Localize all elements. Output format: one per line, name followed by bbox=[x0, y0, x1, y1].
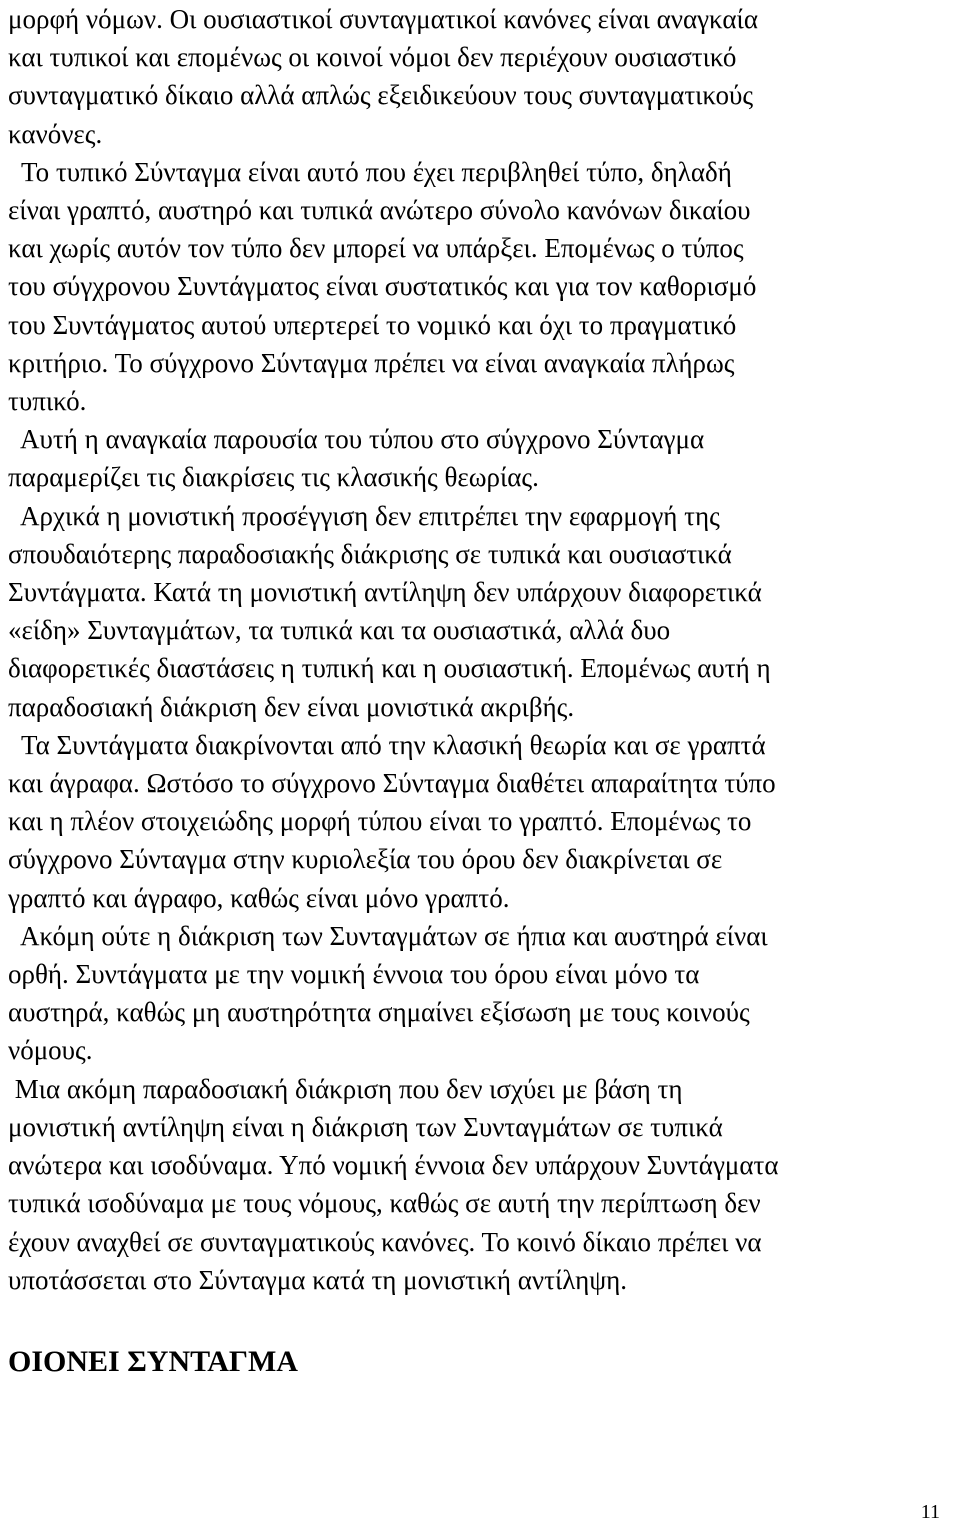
text-line: και χωρίς αυτόν τον τύπο δεν μπορεί να υπάρξει. Επομένως ο τύπος bbox=[8, 233, 744, 264]
text-line: Συντάγματα. Κατά τη μονιστική αντίληψη δεν υπάρχουν διαφορετικά bbox=[8, 577, 762, 608]
text-line: και άγραφα. Ωστόσο το σύγχρονο Σύνταγμα διαθέτει απαραίτητα τύπο bbox=[8, 768, 776, 799]
text-line: κανόνες. bbox=[8, 118, 103, 149]
text-line: ανώτερα και ισοδύναμα. Υπό νομική έννοια δεν υπάρχουν Συντάγματα bbox=[8, 1150, 779, 1181]
text-line: ορθή. Συντάγματα με την νομική έννοια του όρου είναι μόνο τα bbox=[8, 959, 700, 990]
section-heading: ΟΙΟΝΕΙ ΣΥΝΤΑΓΜΑ bbox=[8, 1345, 298, 1378]
text-line: κριτήριο. Το σύγχρονο Σύνταγμα πρέπει να είναι αναγκαία πλήρως bbox=[8, 347, 735, 378]
text-line: διαφορετικές διαστάσεις η τυπική και η ουσιαστική. Επομένως αυτή η bbox=[8, 653, 771, 684]
document-page bbox=[8, 0, 952, 1299]
text-line: έχουν αναχθεί σε συνταγματικούς κανόνες. Το κοινό δίκαιο πρέπει να bbox=[8, 1226, 762, 1257]
text-line: σύγχρονο Σύνταγμα στην κυριολεξία του όρου δεν διακρίνεται σε bbox=[8, 844, 723, 875]
text-line: είναι γραπτό, αυστηρό και τυπικά ανώτερο σύνολο κανόνων δικαίου bbox=[8, 195, 751, 226]
text-line: μονιστική αντίληψη είναι η διάκριση των Συνταγμάτων σε τυπικά bbox=[8, 1111, 723, 1142]
text-line: Το τυπικό Σύνταγμα είναι αυτό που έχει περιβληθεί τύπο, δηλαδή bbox=[8, 156, 732, 187]
text-line: του σύγχρονου Συντάγματος είναι συστατικός και για τον καθορισμό bbox=[8, 271, 757, 302]
body-text bbox=[8, 0, 952, 1299]
text-line: σπουδαιότερης παραδοσιακής διάκρισης σε τυπικά και ουσιαστικά bbox=[8, 538, 732, 569]
text-line: Αυτή η αναγκαία παρουσία του τύπου στο σύγχρονο Σύνταγμα bbox=[8, 424, 705, 455]
text-line: Ακόμη ούτε η διάκριση των Συνταγμάτων σε ήπια και αυστηρά είναι bbox=[8, 920, 768, 951]
text-line: Αρχικά η μονιστική προσέγγιση δεν επιτρέπει την εφαρμογή της bbox=[8, 500, 720, 531]
text-line: παραδοσιακή διάκριση δεν είναι μονιστικά ακριβής. bbox=[8, 691, 575, 722]
text-line: Μια ακόμη παραδοσιακή διάκριση που δεν ισχύει με βάση τη bbox=[8, 1073, 683, 1104]
text-line: γραπτό και άγραφο, καθώς είναι μόνο γραπτό. bbox=[8, 882, 510, 913]
text-line: αυστηρά, καθώς μη αυστηρότητα σημαίνει εξίσωση με τους κοινούς bbox=[8, 997, 750, 1028]
text-line: τυπικό. bbox=[8, 386, 87, 417]
text-line: τυπικά ισοδύναμα με τους νόμους, καθώς σε αυτή την περίπτωση δεν bbox=[8, 1188, 761, 1219]
text-line: Τα Συντάγματα διακρίνονται από την κλασική θεωρία και σε γραπτά bbox=[8, 729, 766, 760]
text-line: υποτάσσεται στο Σύνταγμα κατά τη μονιστική αντίληψη. bbox=[8, 1264, 627, 1295]
text-line: μορφή νόμων. Οι ουσιαστικοί συνταγματικοί κανόνες είναι αναγκαία bbox=[8, 4, 758, 34]
text-line: και η πλέον στοιχειώδης μορφή τύπου είναι το γραπτό. Επομένως το bbox=[8, 806, 752, 837]
text-line: συνταγματικό δίκαιο αλλά απλώς εξειδικεύουν τους συνταγματικούς bbox=[8, 80, 754, 111]
text-line: του Συντάγματος αυτού υπερτερεί το νομικό και όχι το πραγματικό bbox=[8, 309, 737, 340]
text-line: νόμους. bbox=[8, 1035, 93, 1066]
text-line: «είδη» Συνταγμάτων, τα τυπικά και τα ουσιαστικά, αλλά δυο bbox=[8, 615, 671, 646]
text-line: παραμερίζει τις διακρίσεις τις κλασικής θεωρίας. bbox=[8, 462, 539, 493]
text-line: και τυπικοί και επομένως οι κοινοί νόμοι δεν περιέχουν ουσιαστικό bbox=[8, 42, 737, 73]
page-number: 11 bbox=[920, 1501, 940, 1523]
